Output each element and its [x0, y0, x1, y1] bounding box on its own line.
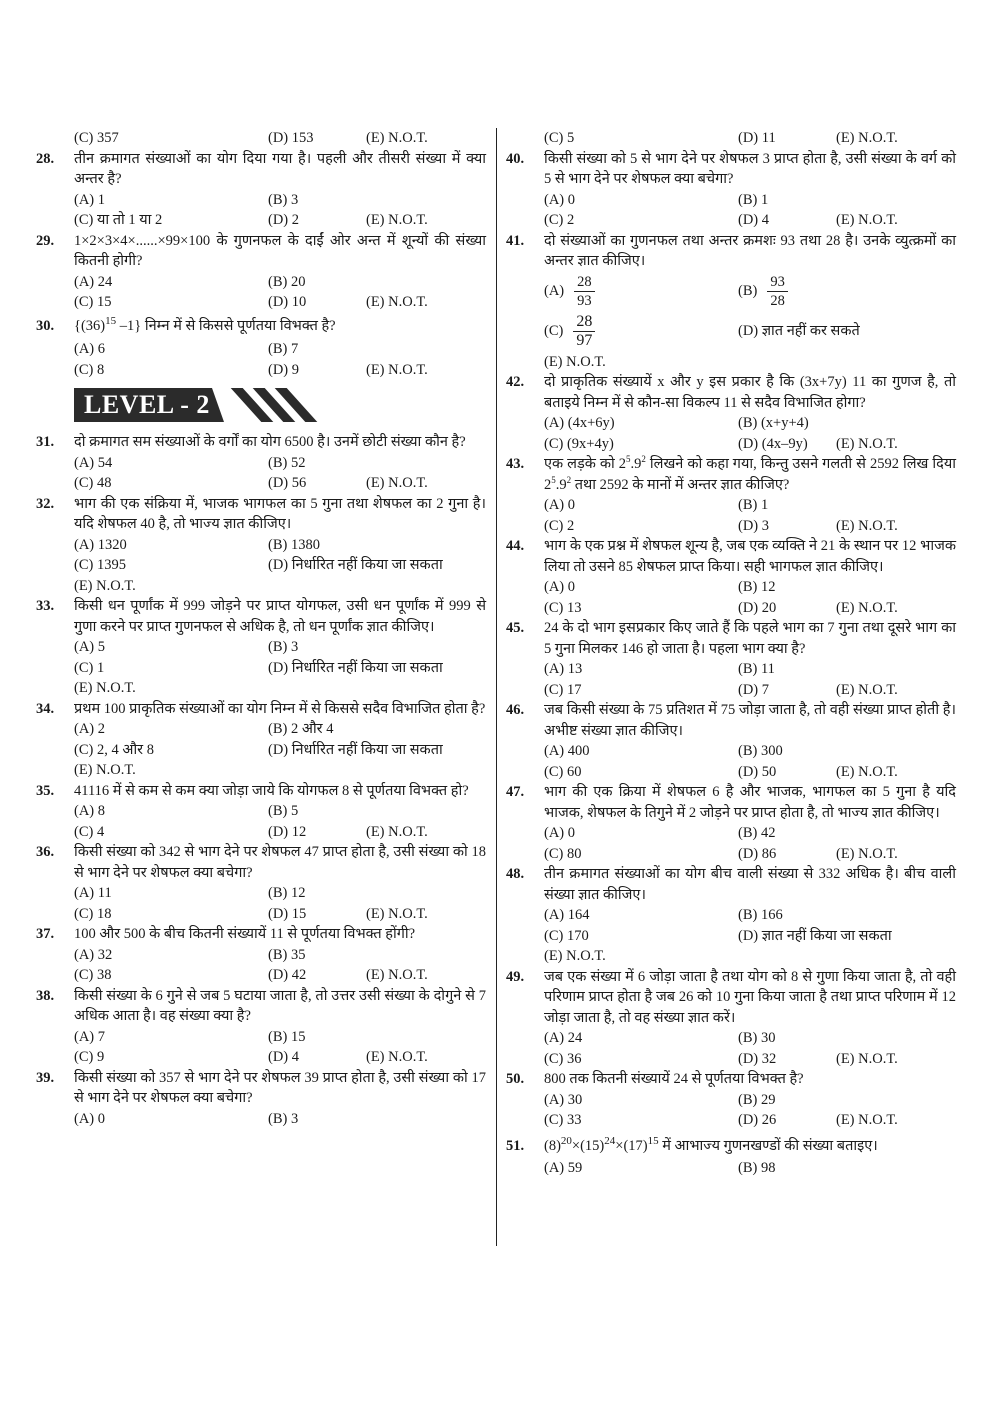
option-c: (C) 13: [544, 599, 582, 616]
question-number: 33.: [36, 598, 55, 614]
question-number: 48.: [506, 866, 525, 882]
question-text: {$(36)^{15}$ –1} निम्न में से किससे पूर्णतया विभक्त है?: [74, 314, 336, 334]
question-text: किसी धन पूर्णांक में 999 जोड़ने पर प्राप्त योगफल, उसी धन पूर्णांक में 999 से गुणा करने पर प्राप्त गुणनफल से अधिक है, तो धन पूर्णांक ज्ञात कीजिए।: [74, 598, 486, 635]
question-text: दो क्रमागत सम संख्याओं के वर्गों का योग 6500 है। उनमें छोटी संख्या कौन है?: [74, 434, 466, 450]
question-number: 35.: [36, 782, 55, 799]
option-d: (D) (4x–9y): [738, 435, 808, 452]
option-e: (E) N.O.T.: [836, 1112, 898, 1128]
question-text: 1×2×3×4×......×99×100 के गुणनफल के दाईं ओर अन्त में शून्यों की संख्या कितनी होगी?: [74, 232, 486, 269]
question-number: 50.: [506, 1071, 525, 1087]
question-number: 51.: [506, 1137, 525, 1154]
option-d: (D) निर्धारित नहीं किया जा सकता: [268, 557, 443, 573]
option-b: (B) 30: [738, 1030, 776, 1046]
option-e: (E) N.O.T.: [366, 967, 428, 983]
question-49: [506, 967, 956, 1070]
option-c: (C) (9x+4y): [544, 435, 614, 452]
question-number: 45.: [506, 620, 525, 636]
option-c: (C) 17: [544, 681, 582, 698]
option-e: (E) N.O.T.: [836, 763, 898, 780]
question-35: [36, 781, 486, 843]
fraction: $\frac{28}{97}$: [573, 313, 595, 350]
option-d: (D) 50: [738, 763, 777, 780]
option-a: (A) 8: [74, 803, 106, 819]
option-c: (C) 4: [74, 823, 105, 840]
option-e: (E) N.O.T.: [836, 599, 898, 616]
option-e: (E) N.O.T.: [544, 948, 606, 964]
left-column: [36, 128, 486, 1129]
option-d: (D) 15: [268, 905, 307, 922]
option-e: (E) N.O.T.: [836, 517, 898, 534]
option-a: (A) (4x+6y): [544, 415, 615, 431]
option-b: (B) 3: [268, 1110, 299, 1127]
option-d: (D) 32: [738, 1050, 777, 1067]
option-e: (E) N.O.T.: [74, 680, 136, 696]
option-e: (E) N.O.T.: [836, 435, 898, 452]
option-e: (E) N.O.T.: [366, 905, 428, 922]
option-b: (B) 1: [738, 497, 769, 513]
option-d: (D) ज्ञात नहीं कर सकते: [738, 323, 860, 340]
option-b: (B) 29: [738, 1091, 776, 1108]
option-e: (E) N.O.T.: [366, 361, 428, 378]
option-d: (D) 7: [738, 681, 770, 698]
option-a: (A) 30: [544, 1091, 583, 1108]
option-b: (B) 12: [268, 885, 306, 901]
question-number: 36.: [36, 844, 55, 860]
question-text: 100 और 500 के बीच कितनी संख्यायें 11 से पूर्णतया विभक्त होंगी?: [74, 926, 416, 942]
option-c: (C) 15: [74, 294, 112, 310]
option-e: (E) N.O.T.: [836, 212, 898, 228]
question-36: [36, 842, 486, 924]
option-b: (B) 300: [738, 743, 783, 759]
question-number: 40.: [506, 150, 525, 167]
option-c: (C) 48: [74, 475, 112, 491]
option-d: (D) 4: [738, 212, 770, 228]
option-a: (A) 24: [544, 1030, 583, 1046]
question-text: दो संख्याओं का गुणनफल तथा अन्तर क्रमशः 93 तथा 28 है। उनके व्युत्क्रमों का अन्तर ज्ञात कीजिए।: [544, 232, 956, 269]
question-text: भाग की एक संक्रिया में, भाजक भागफल का 5 गुना तथा शेषफल का 2 गुना है। यदि शेषफल 40 है, तो भाज्य ज्ञात कीजिए।: [74, 495, 486, 532]
option-c: (C) 36: [544, 1050, 582, 1067]
option-d: (D) ज्ञात नहीं किया जा सकता: [738, 927, 892, 944]
option-a: (A) 13: [544, 661, 583, 677]
option-e: (E) N.O.T.: [366, 1049, 428, 1065]
question-text: किसी संख्या के 6 गुने से जब 5 घटाया जाता है, तो उत्तर उसी संख्या के दोगुने से 7 अधिक आता है। वह संख्या क्या है?: [74, 987, 486, 1024]
option-e: (E) N.O.T.: [544, 353, 606, 370]
question-46: [506, 700, 956, 782]
option-b: (B) 7: [268, 341, 299, 357]
option: (C) 357: [74, 130, 119, 146]
option-a: (A) 5: [74, 639, 106, 655]
question-text: एक लड़के को $2^5.9^2$ लिखने को कहा गया, किन्तु उसने गलती से 2592 लिख दिया $2^5.9^2$ तथा 2592 के मानों में अन्तर ज्ञात कीजिए?: [544, 454, 956, 493]
option-e: (E) N.O.T.: [836, 845, 898, 862]
option-e: (E) N.O.T.: [74, 762, 136, 778]
question-number: 44.: [506, 538, 525, 554]
question-text: जब एक संख्या में 6 जोड़ा जाता है तथा योग को 8 से गुणा किया जाता है, तो वही परिणाम प्राप्त होता है जब 26 को 10 गुना किया जाता है तथा प्राप्त परिणाम में 12 जोड़ा जाता है, तो वह संख्या ज्ञात करें।: [544, 968, 956, 1026]
carry-over-options: [506, 128, 956, 149]
fraction: $\frac{28}{93}$: [574, 273, 595, 310]
option-c: (C) 2, 4 और 8: [74, 741, 154, 758]
right-column: [506, 128, 956, 1179]
option-c: (C) 18: [74, 905, 112, 922]
option-b: (B) 3: [268, 191, 299, 208]
option-a: (A) 11: [74, 885, 112, 901]
option-c: (C) 2: [544, 517, 575, 534]
option-d: (D) 10: [268, 294, 307, 310]
question-text: भाग के एक प्रश्न में शेषफल शून्य है, जब एक व्यक्ति ने 21 के स्थान पर 12 भाजक लिया तो उसने 85 शेषफल प्राप्त किया। सही भागफल ज्ञात कीजिए।: [544, 538, 956, 575]
option: (E) N.O.T.: [836, 130, 898, 146]
option-d: (D) 56: [268, 475, 307, 491]
question-45: [506, 618, 956, 700]
question-number: 46.: [506, 702, 525, 718]
option-c: (C) या तो 1 या 2: [74, 212, 163, 228]
option-a: (A) 7: [74, 1028, 106, 1045]
question-41: [506, 231, 956, 373]
option-c: (C) 170: [544, 927, 589, 944]
option-d: (D) 12: [268, 823, 307, 840]
option-b: (B) 98: [738, 1160, 776, 1176]
question-42: [506, 372, 956, 454]
carry-over-options: [36, 128, 486, 149]
question-text: तीन क्रमागत संख्याओं का योग बीच वाली संख्या से 332 अधिक है। बीच वाली संख्या ज्ञात कीजिए।: [544, 866, 956, 903]
option-a: (A) 1320: [74, 536, 127, 553]
option-b: (B) 1380: [268, 536, 320, 553]
question-51: [506, 1136, 956, 1179]
option-a: (A) 0: [544, 825, 576, 841]
question-47: [506, 782, 956, 864]
level-banner: [74, 388, 324, 426]
question-number: 29.: [36, 232, 55, 249]
question-number: 37.: [36, 926, 55, 942]
question-50: [506, 1069, 956, 1131]
question-28: [36, 149, 486, 231]
option-e: (E) N.O.T.: [366, 212, 428, 228]
option-d: (D) 3: [738, 517, 770, 534]
option-d: (D) 86: [738, 845, 777, 862]
question-text: जब किसी संख्या के 75 प्रतिशत में 75 जोड़ा जाता है, तो वही संख्या प्राप्त होती है। अभीष्ट संख्या ज्ञात कीजिए।: [544, 702, 956, 739]
question-number: 43.: [506, 456, 525, 472]
question-text: दो प्राकृतिक संख्यायें x और y इस प्रकार है कि (3x+7y) 11 का गुणज है, तो बताइये निम्न में से कौन-सा विकल्प 11 से सदैव विभाजित होगा?: [544, 374, 956, 411]
option-e: (E) N.O.T.: [74, 577, 136, 594]
option-b: (B) 2 और 4: [268, 721, 334, 737]
option-b: (B) 20: [268, 273, 306, 290]
question-44: [506, 536, 956, 618]
option-b: (B) $\frac{93}{28}$: [738, 272, 956, 312]
question-38: [36, 986, 486, 1068]
option-d: (D) निर्धारित नहीं किया जा सकता: [268, 659, 443, 676]
option-b: (B) 5: [268, 803, 299, 819]
option-c: (C) 9: [74, 1049, 105, 1065]
option-a: (A) 54: [74, 454, 113, 471]
option-b: (B) 166: [738, 907, 783, 923]
option: (D) 153: [268, 130, 314, 146]
question-number: 41.: [506, 232, 525, 249]
option-a: (A) 164: [544, 907, 590, 923]
option-c: (C) 2: [544, 212, 575, 228]
option-d: (D) 20: [738, 599, 777, 616]
question-30: [36, 316, 486, 381]
option: (C) 5: [544, 130, 575, 146]
question-text: किसी संख्या को 342 से भाग देने पर शेषफल 47 प्राप्त होता है, उसी संख्या को 18 से भाग देने पर शेषफल क्या बचेगा?: [74, 844, 486, 881]
question-text: 24 के दो भाग इसप्रकार किए जाते हैं कि पहले भाग का 7 गुना तथा दूसरे भाग का 5 गुना मिलकर 146 हो जाता है। पहला भाग क्या है?: [544, 620, 956, 657]
option-a: (A) 0: [74, 1110, 106, 1127]
question-43: [506, 454, 956, 536]
option-e: (E) N.O.T.: [366, 475, 428, 491]
option-a: (A) 24: [74, 273, 113, 290]
option-d: (D) 42: [268, 967, 307, 983]
option-c: (C) 1: [74, 659, 105, 676]
option-a: (A) 32: [74, 946, 113, 963]
question-text: 41116 में से कम से कम क्या जोड़ा जाये कि योगफल 8 से पूर्णतया विभक्त हो?: [74, 782, 469, 799]
question-37: [36, 924, 486, 986]
question-number: 28.: [36, 150, 55, 167]
option-b: (B) 52: [268, 454, 306, 471]
option-d: (D) 9: [268, 361, 300, 378]
option-a: (A) 1: [74, 191, 106, 208]
question-number: 39.: [36, 1069, 55, 1086]
question-number: 38.: [36, 987, 55, 1004]
question-40: [506, 149, 956, 231]
option-d: (D) 4: [268, 1049, 300, 1065]
option-c: (C) 1395: [74, 557, 126, 573]
question-text: भाग की एक क्रिया में शेषफल 6 है और भाजक, भागफल का 5 गुना है यदि भाजक, शेषफल के तिगुने में 2 जोड़ने पर प्राप्त होता है, तो भाज्य ज्ञात कीजिए।: [544, 784, 956, 821]
option-d: (D) निर्धारित नहीं किया जा सकता: [268, 741, 443, 758]
option-b: (B) 15: [268, 1028, 306, 1045]
question-text: $(8)^{20}\times(15)^{24}\times(17)^{15}$ में आभाज्य गुणनखण्डों की संख्या बताइए।: [544, 1134, 878, 1154]
question-number: 49.: [506, 968, 525, 985]
option-a: (A) 2: [74, 721, 106, 737]
question-32: [36, 494, 486, 597]
option: (D) 11: [738, 130, 776, 146]
question-31: [36, 432, 486, 494]
option-c: (C) 60: [544, 763, 582, 780]
question-33: [36, 596, 486, 699]
level-banner-label: LEVEL - 2: [84, 390, 210, 419]
option-b: (B) 11: [738, 661, 775, 677]
option-b: (B) 35: [268, 946, 306, 963]
option-d: (D) 26: [738, 1112, 777, 1128]
question-number: 32.: [36, 495, 55, 512]
option-c: (C) 33: [544, 1112, 582, 1128]
question-text: 800 तक कितनी संख्यायें 24 से पूर्णतया विभक्त है?: [544, 1071, 804, 1087]
option-b: (B) 1: [738, 191, 769, 208]
question-number: 47.: [506, 784, 525, 800]
column-divider: [496, 128, 497, 1246]
option-d: (D) 2: [268, 212, 300, 228]
question-48: [506, 864, 956, 967]
option-e: (E) N.O.T.: [366, 294, 428, 310]
option-a: (A) 0: [544, 497, 576, 513]
question-text: किसी संख्या को 357 से भाग देने पर शेषफल 39 प्राप्त होता है, उसी संख्या को 17 से भाग देने पर शेषफल क्या बचेगा?: [74, 1069, 486, 1106]
question-text: किसी संख्या को 5 से भाग देने पर शेषफल 3 प्राप्त होता है, उसी संख्या के वर्ग को 5 से भाग देने पर शेषफल क्या बचेगा?: [544, 150, 956, 187]
option-e: (E) N.O.T.: [836, 681, 898, 698]
option-a: (A) $\frac{28}{93}$: [544, 272, 738, 312]
option: (E) N.O.T.: [366, 130, 428, 146]
question-text: तीन क्रमागत संख्याओं का योग दिया गया है। पहली और तीसरी संख्या में क्या अन्तर है?: [74, 150, 486, 187]
question-number: 31.: [36, 434, 55, 450]
option-a: (A) 6: [74, 341, 106, 357]
question-number: 30.: [36, 317, 55, 334]
option-a: (A) 0: [544, 191, 576, 208]
question-text: प्रथम 100 प्राकृतिक संख्याओं का योग निम्न में से किससे सदैव विभाजित होता है?: [74, 700, 486, 717]
option-a: (A) 59: [544, 1160, 583, 1176]
option-c: (C) 80: [544, 845, 582, 862]
option-a: (A) 0: [544, 579, 576, 595]
fraction: $\frac{93}{28}$: [767, 273, 788, 310]
question-39: [36, 1068, 486, 1130]
option-c: (C) 8: [74, 361, 105, 378]
option-e: (E) N.O.T.: [836, 1050, 898, 1067]
question-29: [36, 231, 486, 313]
option-c: (C) $\frac{28}{97}$: [544, 312, 738, 352]
option-b: (B) 12: [738, 579, 776, 595]
option-e: (E) N.O.T.: [366, 823, 428, 840]
question-number: 42.: [506, 374, 525, 390]
question-34: [36, 699, 486, 781]
option-b: (B) 3: [268, 639, 299, 655]
option-c: (C) 38: [74, 967, 112, 983]
question-number: 34.: [36, 700, 55, 717]
option-b: (B) 42: [738, 825, 776, 841]
option-a: (A) 400: [544, 743, 590, 759]
option-b: (B) (x+y+4): [738, 415, 809, 431]
